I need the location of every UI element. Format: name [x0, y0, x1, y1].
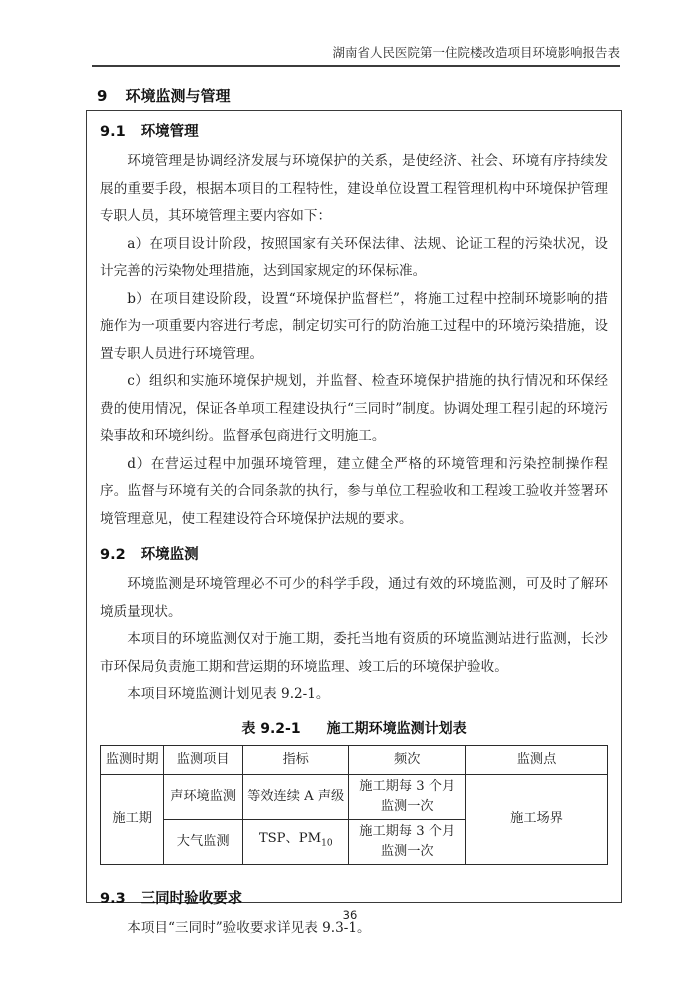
running-header	[92, 44, 620, 67]
section-number: 9.1	[100, 124, 126, 140]
section-title: 三同时验收要求	[140, 890, 243, 907]
chapter-heading	[97, 85, 230, 106]
paragraph: c）组织和实施环境保护规划，并监督、检查环境保护措施的执行情况和环保经费的使用情况，保证各单项工程建设执行“三同时”制度。协调处理工程引起的环境污染事故和环境纠纷。监督承包商进行文明施工。	[100, 373, 608, 444]
table-header-row	[101, 745, 608, 774]
paragraph: 本项目的环境监测仅对于施工期，委托当地有资质的环境监测站进行监测，长沙市环保局负责施工期和营运期的环境监理、竣工后的环境保护验收。	[100, 631, 608, 675]
paragraph: 环境管理是协调经济发展与环境保护的关系，是使经济、社会、环境有序持续发展的重要手段，根据本项目的工程特性，建设单位设置工程管理机构中环境保护管理专职人员，其环境管理主要内容如下：	[100, 153, 608, 224]
indicator-main: TSP、PM	[258, 831, 322, 847]
cell-project: 大气监测	[164, 819, 243, 864]
page-footer	[0, 908, 700, 922]
section-number: 9.2	[100, 547, 126, 563]
section-number: 9.3	[100, 890, 126, 907]
running-header-title: 湖南省人民医院第一住院楼改造项目环境影响报告表	[332, 45, 620, 60]
monitoring-plan-table	[100, 745, 608, 865]
section-heading-9-1	[100, 120, 608, 141]
paragraph: 本项目“三同时”验收要求详见表 9.3-1。	[127, 919, 371, 936]
table-caption	[100, 718, 608, 738]
paragraph: a）在项目设计阶段，按照国家有关环保法律、法规、论证工程的污染状况，设计完善的污染物处理措施，达到国家规定的环保标准。	[100, 235, 608, 279]
cell-indicator	[242, 819, 348, 864]
indicator-subscript: 10	[321, 838, 333, 849]
cell-frequency: 施工期每 3 个月监测一次	[349, 774, 466, 819]
cell-site: 施工场界	[466, 774, 608, 864]
section-heading-9-3	[100, 887, 608, 908]
chapter-title: 环境监测与管理	[125, 87, 231, 105]
table-row	[101, 774, 608, 819]
cell-frequency: 施工期每 3 个月监测一次	[349, 819, 466, 864]
col-header-project: 监测项目	[164, 745, 243, 774]
cell-indicator: 等效连续 A 声级	[242, 774, 348, 819]
col-header-site: 监测点	[466, 745, 608, 774]
section-heading-9-2	[100, 543, 608, 564]
paragraph: 本项目环境监测计划见表 9.2-1。	[127, 686, 330, 702]
table-caption-title: 施工期环境监测计划表	[326, 720, 467, 737]
paragraph: b）在项目建设阶段，设置“环境保护监督栏”，将施工过程中控制环境影响的措施作为一项重要内容进行考虑，制定切实可行的防治施工过程中的环境污染措施，设置专职人员进行环境管理。	[100, 290, 608, 362]
cell-period: 施工期	[101, 774, 164, 864]
col-header-frequency: 频次	[349, 745, 466, 774]
col-header-indicator: 指标	[242, 745, 348, 774]
page-number: 36	[342, 908, 358, 922]
section-title: 环境管理	[140, 124, 199, 140]
col-header-period: 监测时期	[101, 745, 164, 774]
paragraph: d）在营运过程中加强环境管理，建立健全严格的环境管理和污染控制操作程序。监督与环境有关的合同条款的执行，参与单位工程验收和工程竣工验收并签署环境管理意见，使工程建设符合环境保护法规的要求。	[100, 455, 608, 527]
table-caption-label: 表 9.2-1	[241, 720, 301, 737]
cell-project: 声环境监测	[164, 774, 243, 819]
paragraph: 环境监测是环境管理必不可少的科学手段，通过有效的环境监测，可及时了解环境质量现状。	[100, 576, 608, 620]
chapter-number: 9	[97, 87, 108, 105]
section-title: 环境监测	[140, 547, 199, 563]
